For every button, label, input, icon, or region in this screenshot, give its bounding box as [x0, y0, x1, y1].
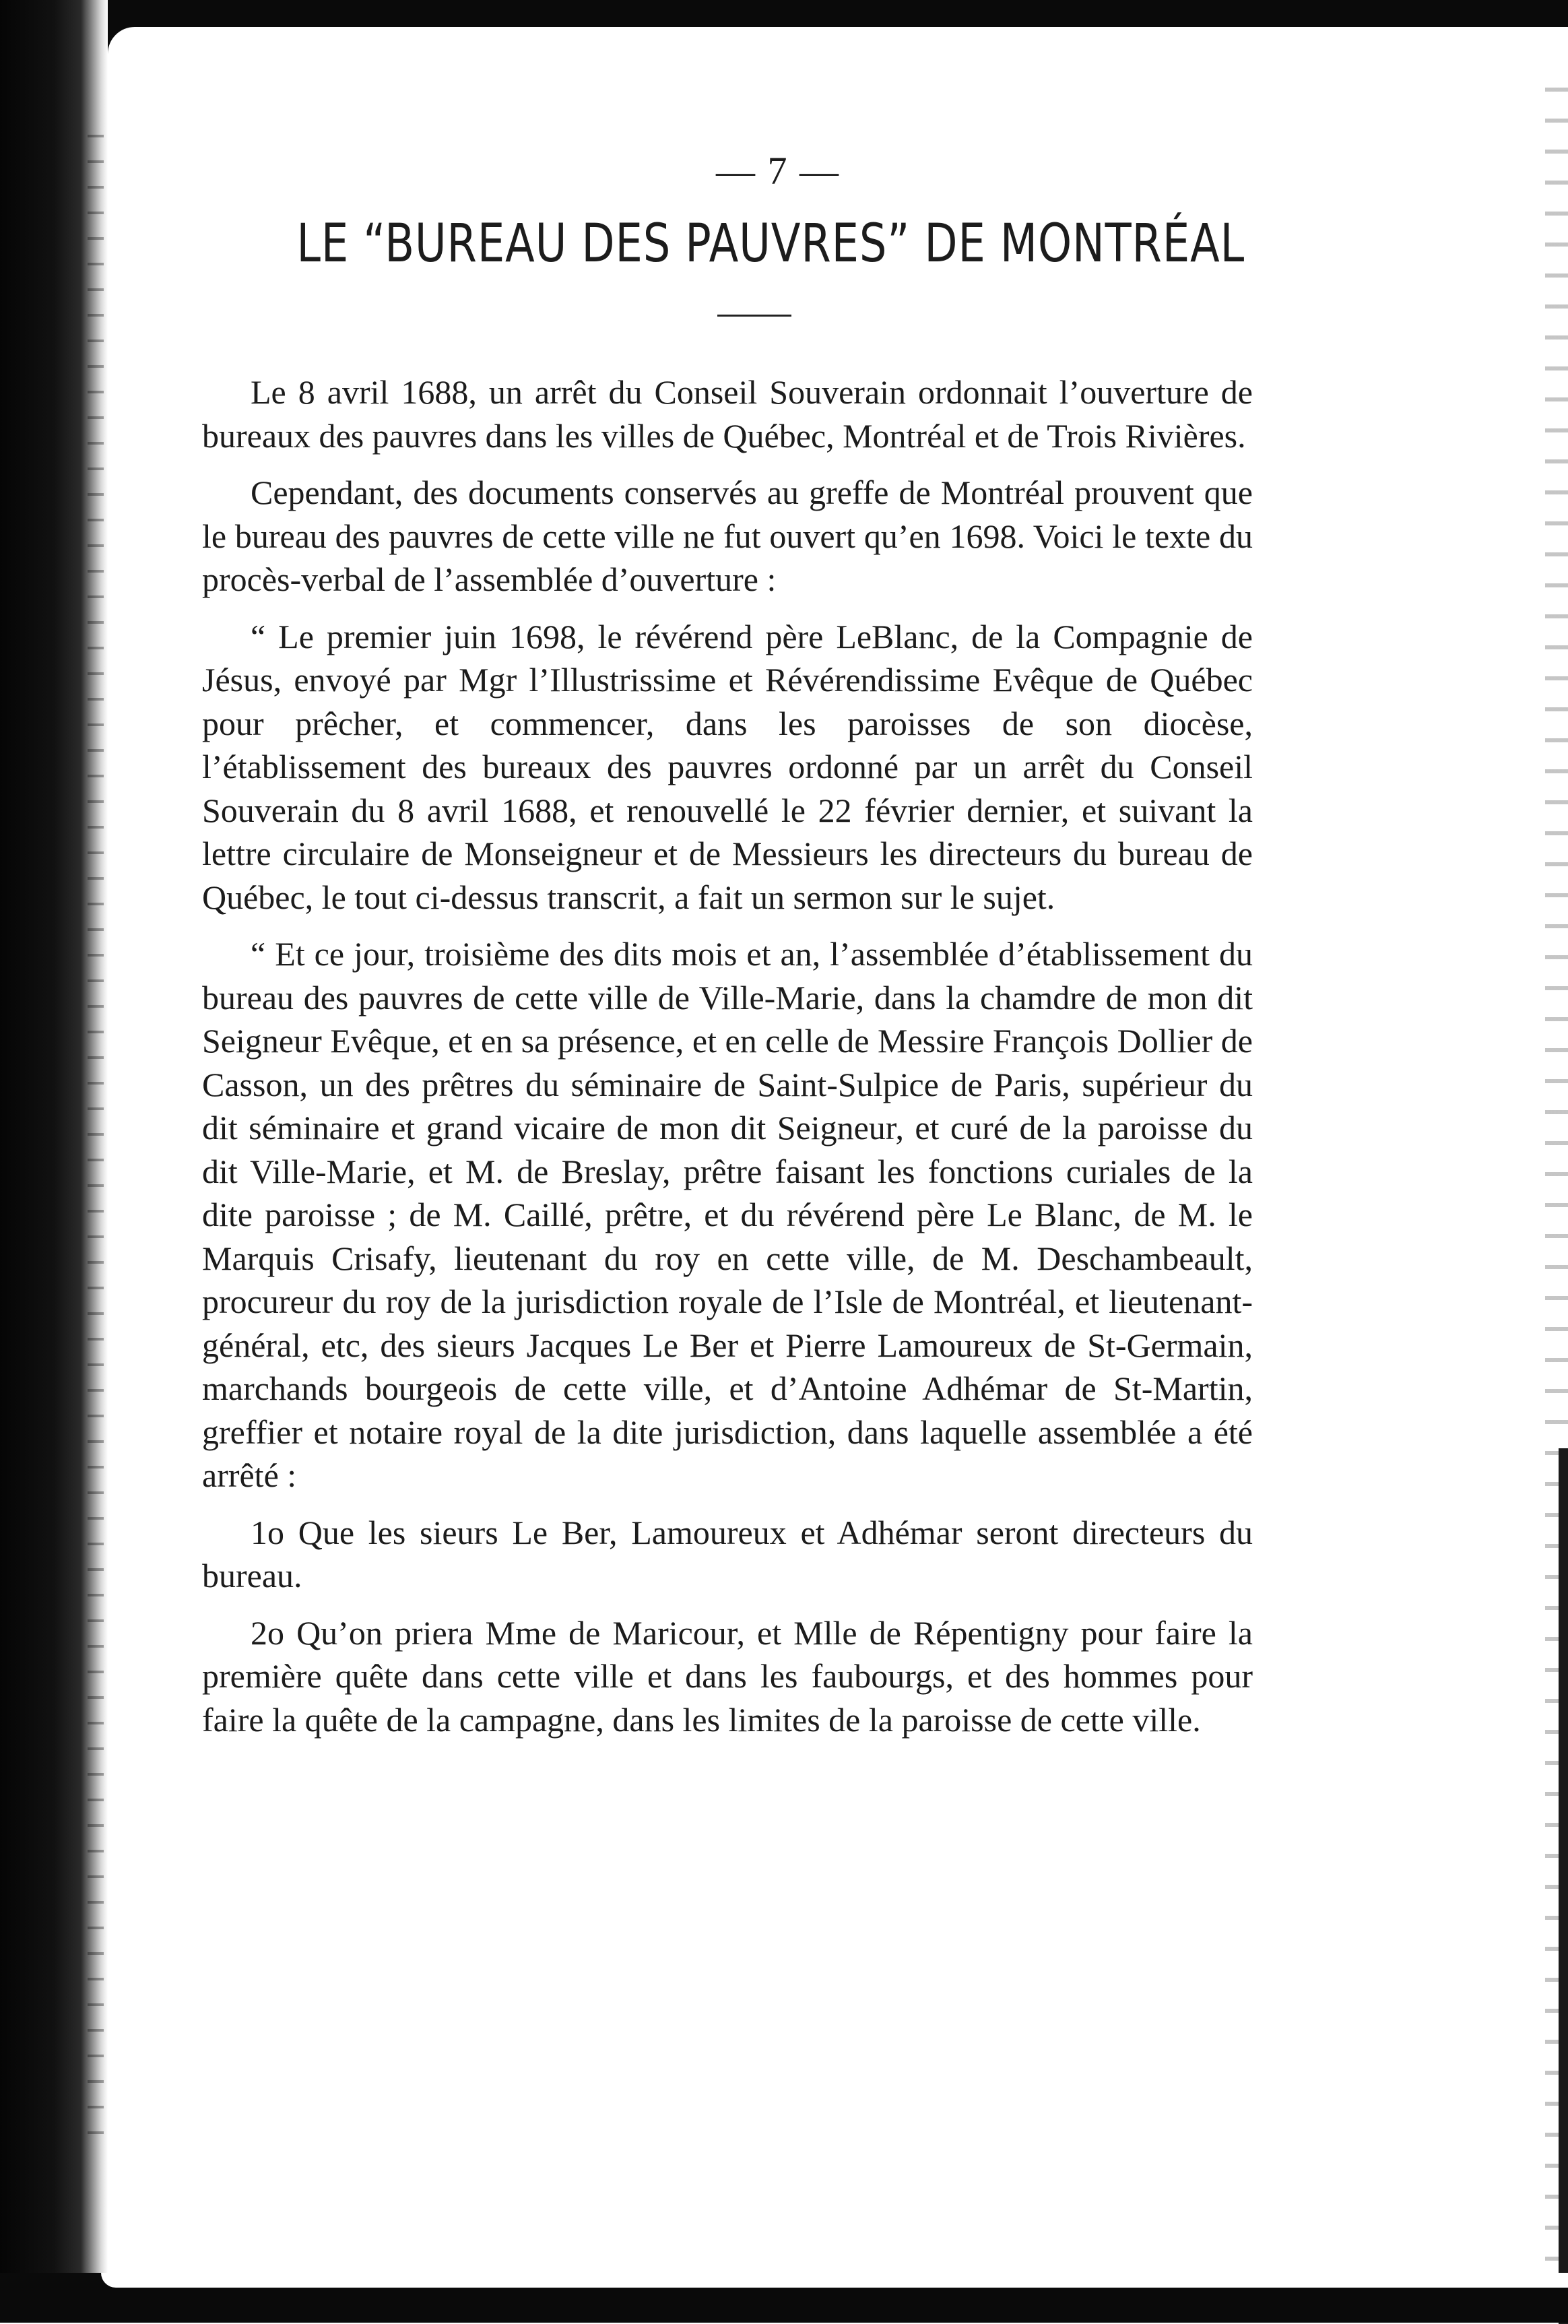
- paragraph-3: “ Le premier juin 1698, le révérend père LeBlanc, de la Compagnie de Jésus, envoyé par Mgr l’Illustrissime et Révérendissime Evêque de Québec pour prêcher, et commencer, dans les paroisses de son diocèse, l’établissement des bureaux des pauvres ordonné par un arrêt du Conseil Souverain du 8 avril 1688, et renouvellé le 22 février dernier, et suivant la lettre circulaire de Monseigneur et de Messieurs les directeurs du bureau de Québec, le tout ci-dessus transcrit, a fait un sermon sur le sujet.: [202, 617, 1253, 916]
- paragraph-5: 1o Que les sieurs Le Ber, Lamoureux et Adhémar seront directeurs du bureau.: [202, 1513, 1253, 1594]
- scan-border-right: [1559, 1448, 1568, 2324]
- scan-edge-marks-left: [88, 135, 104, 2156]
- title-divider: [717, 315, 791, 317]
- document-page: [202, 148, 1253, 1741]
- scan-border-bottom: [0, 2273, 1568, 2323]
- paragraph-4: “ Et ce jour, troisième des dits mois et an, l’assemblée d’établissement du bureau des pauvres de cette ville de Ville-Marie, dans la chamdre de mon dit Seigneur Evêque, et en sa présence, et en celle de Messire François Dollier de Casson, un des prêtres du séminaire de Saint-Sulpice de Paris, supérieur du dit séminaire et grand vicaire de mon dit Seigneur, et curé de la paroisse du dit Ville-Marie, et M. de Breslay, prêtre faisant les fonctions curiales de la dite paroisse ; de M. Caillé, prêtre, et du révérend père Le Blanc, de M. le Marquis Crisafy, lieutenant du roy en cette ville, de M. Deschambeault, procureur du roy de la jurisdiction royale de l’Isle de Montréal, et lieutenant-général, etc, des sieurs Jacques Le Ber et Pierre Lamoureux de St-Germain, marchands bourgeois de cette ville, et d’Antoine Adhémar de St-Martin, greffier et notaire royal de la dite jurisdiction, dans laquelle assemblée a été arrêté :: [202, 935, 1253, 1494]
- paragraph-6: 2o Qu’on priera Mme de Maricour, et Mlle de Répentigny pour faire la première quête dans cette ville et dans les faubourgs, et des hommes pour faire la quête de la campagne, dans les limites de la paroisse de cette ville.: [202, 1613, 1253, 1739]
- scan-border-top: [0, 0, 1568, 88]
- paragraph-2: Cependant, des documents conservés au greffe de Montréal prouvent que le bureau des pauvres de cette ville ne fut ouvert qu’en 1698. Voici le texte du procès-verbal de l’assemblée d’ouverture :: [202, 474, 1253, 598]
- page-number: — 7 —: [716, 149, 840, 193]
- page-title: LE “BUREAU DES PAUVRES” DE MONTRÉAL: [296, 214, 1245, 274]
- paragraph-1: Le 8 avril 1688, un arrêt du Conseil Souverain ordonnait l’ouverture de bureaux des pauvres dans les villes de Québec, Montréal et de Trois Rivières.: [202, 373, 1253, 455]
